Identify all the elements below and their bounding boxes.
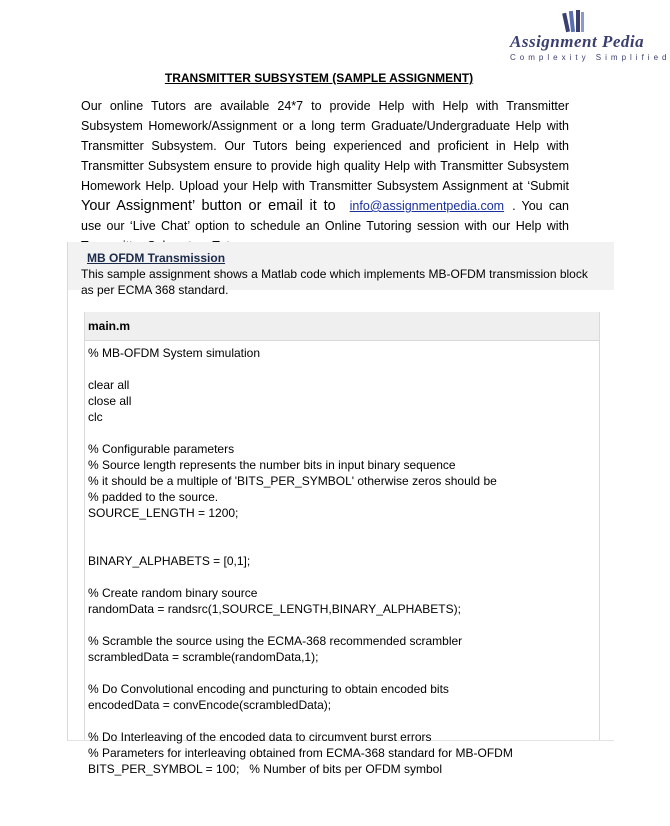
code-line <box>88 713 599 729</box>
books-icon <box>562 8 586 34</box>
code-line: % Scramble the source using the ECMA-368 recommended scrambler <box>88 634 463 648</box>
code-line: close all <box>88 394 132 408</box>
intro-text-2: Your Assignment’ button or email it to <box>81 198 336 214</box>
code-line: BINARY_ALPHABETS = [0,1]; <box>88 554 251 568</box>
code-line: encodedData = convEncode(scrambledData); <box>88 698 332 712</box>
code-line: % Parameters for interleaving obtained from ECMA-368 standard for MB-OFDM <box>88 746 513 760</box>
section-header <box>68 242 614 297</box>
code-line <box>88 569 599 585</box>
email-link[interactable]: info@assignmentpedia.com <box>349 199 505 213</box>
code-line: clear all <box>88 378 130 392</box>
intro-paragraph <box>81 96 569 256</box>
code-line: scrambledData = scramble(randomData,1); <box>88 650 319 664</box>
code-line: % Source length represents the number bits in input binary sequence <box>88 458 456 472</box>
code-line: % Do Convolutional encoding and puncturing to obtain encoded bits <box>88 682 449 696</box>
code-line: clc <box>88 410 103 424</box>
code-line: % padded to the source. <box>88 490 219 504</box>
code-line: SOURCE_LENGTH = 1200; <box>88 506 239 520</box>
code-filename: main.m <box>85 312 599 341</box>
assignmentpedia-logo <box>500 8 670 68</box>
code-line <box>88 361 599 377</box>
code-line: % Create random binary source <box>88 586 258 600</box>
section-description: This sample assignment shows a Matlab code which implements MB-OFDM transmission block as per ECMA 368 standard. <box>81 267 588 297</box>
logo-name: Assignment Pedia <box>510 32 645 51</box>
code-line: % Do Interleaving of the encoded data to circumvent burst errors <box>88 730 432 744</box>
code-line <box>88 537 599 553</box>
code-line: % it should be a multiple of 'BITS_PER_SYMBOL' otherwise zeros should be <box>88 474 497 488</box>
sample-section <box>67 242 614 776</box>
section-title: MB OFDM Transmission <box>87 251 226 265</box>
code-line <box>88 617 599 633</box>
logo-tagline: Complexity Simplified <box>510 53 670 62</box>
code-line <box>88 521 599 537</box>
code-line: BITS_PER_SYMBOL = 100; % Number of bits per OFDM symbol <box>88 762 443 776</box>
intro-text-1: Our online Tutors are available 24*7 to provide Help with Help with Transmitter Subsystem Homework/Assignment or a long term Graduate/Undergraduate Help with Transmitter Subsystem. Our Tutors being experienced and proficient in Help with Transmitter Subsystem ensure to provide high quality Help with Transmitter Subsystem Homework Help. Upload your Help with Transmitter Subsystem Assignment at ‘Submit <box>81 99 569 193</box>
page-title: TRANSMITTER SUBSYSTEM (SAMPLE ASSIGNMENT) <box>164 71 474 85</box>
code-box <box>84 312 600 776</box>
code-line: randomData = randsrc(1,SOURCE_LENGTH,BINARY_ALPHABETS); <box>88 602 461 616</box>
code-body <box>85 341 599 777</box>
intro-text-3: . You can use our ‘Live Chat’ option to schedule an Online Tutoring session with our Help with <box>81 199 569 233</box>
code-line <box>88 425 599 441</box>
code-line <box>88 665 599 681</box>
code-line: % MB-OFDM System simulation <box>88 346 261 360</box>
code-line: % Configurable parameters <box>88 442 235 456</box>
